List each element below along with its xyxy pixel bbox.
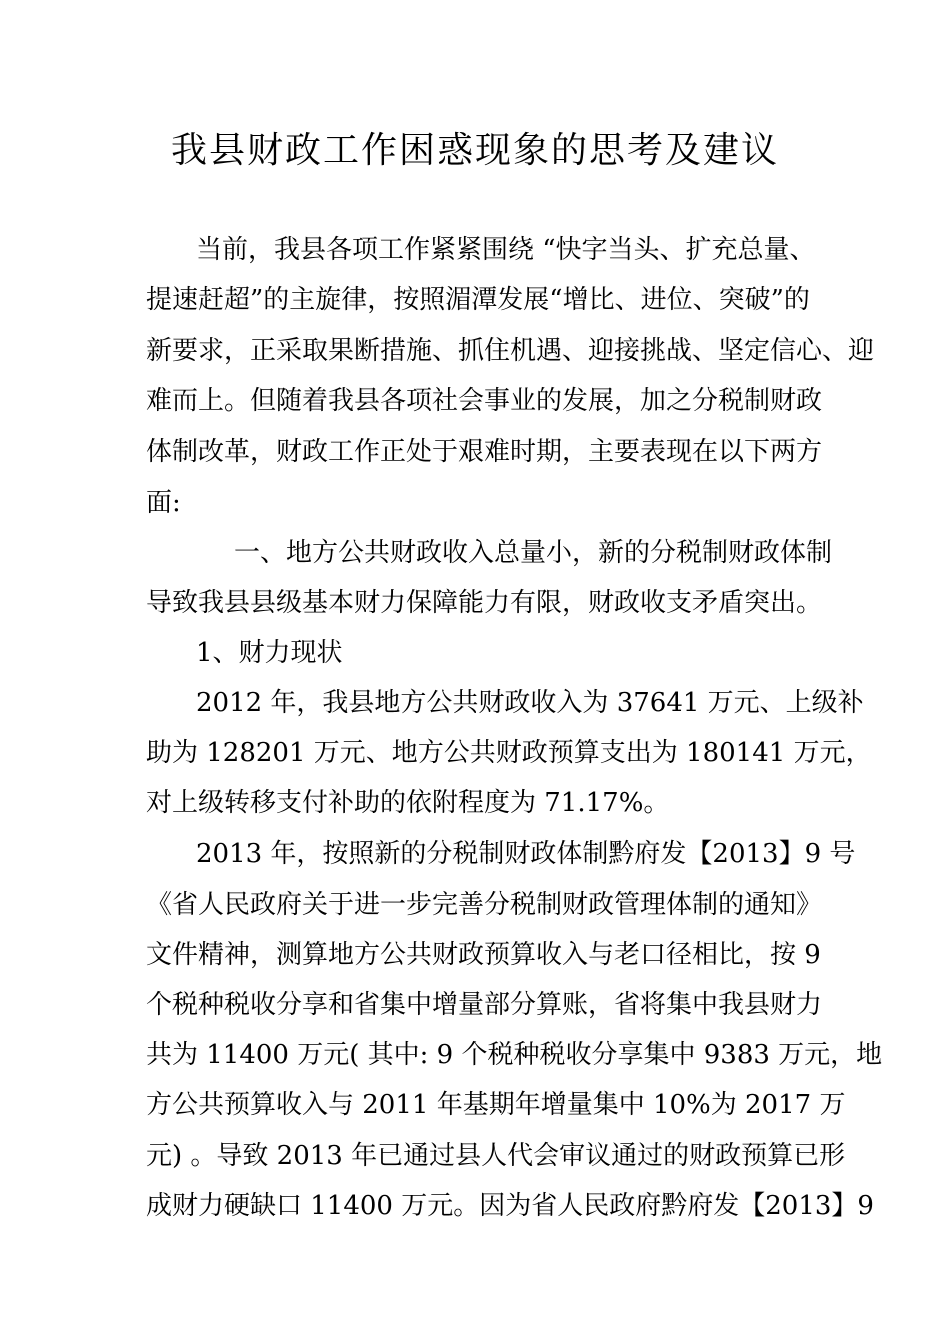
paragraph-line: 文件精神，测算地方公共财政预算收入与老口径相比，按 9 xyxy=(146,940,821,970)
paragraph-line: 面: xyxy=(146,488,181,518)
paragraph-line: 方公共预算收入与 2011 年基期年增量集中 10%为 2017 万 xyxy=(146,1090,846,1120)
paragraph-line: 新要求，正采取果断措施、抓住机遇、迎接挑战、坚定信心、迎 xyxy=(146,336,875,366)
subsection-heading: 1、财力现状 xyxy=(196,638,343,668)
paragraph-line: 助为 128201 万元、地方公共财政预算支出为 180141 万元， xyxy=(146,738,872,768)
paragraph-line: 难而上。但随着我县各项社会事业的发展，加之分税制财政 xyxy=(146,386,823,416)
paragraph-line: 元) 。导致 2013 年已通过县人代会审议通过的财政预算已形 xyxy=(146,1141,846,1171)
paragraph-line: 成财力硬缺口 11400 万元。因为省人民政府黔府发【2013】9 xyxy=(146,1191,874,1221)
section-heading-line: 一、地方公共财政收入总量小，新的分税制财政体制 xyxy=(234,538,833,568)
paragraph-line: 《省人民政府关于进一步完善分税制财政管理体制的通知》 xyxy=(146,890,823,920)
document-title: 我县财政工作困惑现象的思考及建议 xyxy=(170,130,779,171)
section-heading-line: 导致我县县级基本财力保障能力有限，财政收支矛盾突出。 xyxy=(146,588,823,618)
paragraph-line: 提速赶超”的主旋律，按照湄潭发展“增比、进位、突破”的 xyxy=(146,285,810,315)
paragraph-line: 当前，我县各项工作紧紧围绕 “快字当头、扩充总量、 xyxy=(196,235,816,265)
paragraph-line: 共为 11400 万元( 其中: 9 个税种税收分享集中 9383 万元，地 xyxy=(146,1040,883,1070)
paragraph-line: 2012 年，我县地方公共财政收入为 37641 万元、上级补 xyxy=(196,688,864,718)
paragraph-line: 对上级转移支付补助的依附程度为 71.17%。 xyxy=(146,788,670,818)
paragraph-line: 体制改革，财政工作正处于艰难时期，主要表现在以下两方 xyxy=(146,437,823,467)
paragraph-line: 个税种税收分享和省集中增量部分算账，省将集中我县财力 xyxy=(146,990,823,1020)
paragraph-line: 2013 年，按照新的分税制财政体制黔府发【2013】9 号 xyxy=(196,839,856,869)
